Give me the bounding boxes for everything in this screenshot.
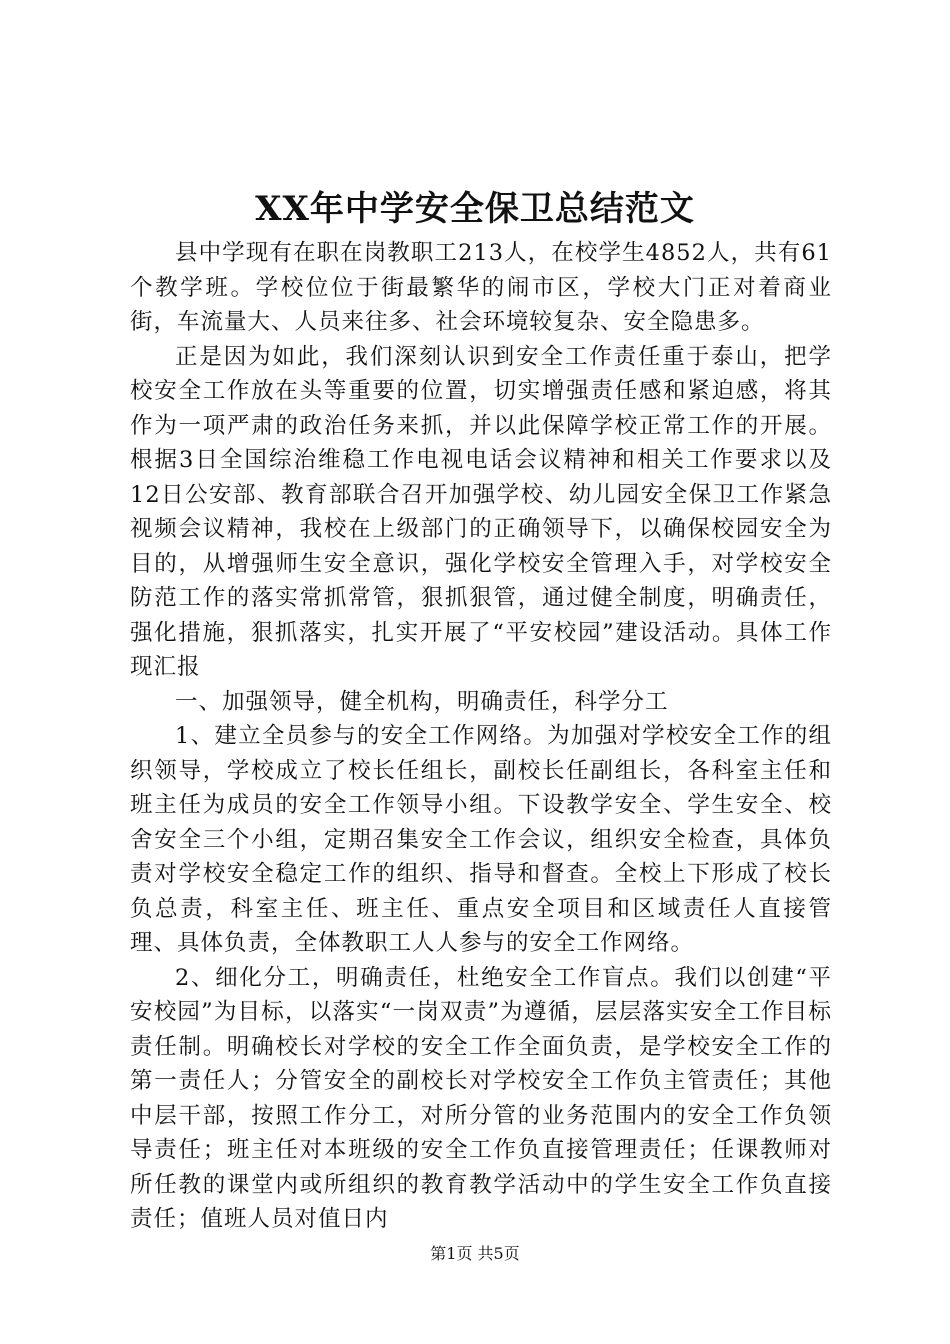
section-heading: 一、加强领导，健全机构，明确责任，科学分工 [175, 688, 669, 715]
paragraph: 正是因为如此，我们深刻认识到安全工作责任重于泰山，把学校安全工作放在头等重要的位置，切实增强责任感和紧迫感，将其作为一项严肃的政治任务来抓，并以此保障学校正常工作的开展。根据3日全国综治维稳工作电视电话会议精神和相关工作要求以及12日公安部、教育部联合召开加强学校、幼儿园安全保卫工作紧急视频会议精神，我校在上级部门的正确领导下，以确保校园安全为目的，从增强师生安全意识，强化学校安全管理入手，对学校安全防范工作的落实常抓常管，狠抓狠管，通过健全制度，明确责任，强化措施，狠抓落实，扎实开展了“平安校园”建设活动。具体工作现汇报 [130, 343, 832, 680]
paragraph: 2、细化分工，明确责任，杜绝安全工作盲点。我们以创建“平安校园”为目标，以落实“一岗双责”为遵循，层层落实安全工作目标责任制。明确校长对学校的安全工作全面负责，是学校安全工作的第一责任人；分管安全的副校长对学校安全工作负主管责任；其他中层干部，按照工作分工，对所分管的业务范围内的安全工作负领导责任；班主任对本班级的安全工作负直接管理责任；任课教师对所任教的课堂内或所组织的教育教学活动中的学生安全工作负直接责任；值班人员对值日内 [130, 964, 832, 1232]
document-title: XX年中学安全保卫总结范文 [255, 189, 695, 229]
paragraph: 县中学现有在职在岗教职工213人，在校学生4852人，共有61个教学班。学校位位于街最繁华的闹市区，学校大门正对着商业街，车流量大、人员来往多、社会环境较复杂、安全隐患多。 [130, 240, 832, 335]
document-body [130, 236, 832, 1237]
paragraph: 1、建立全员参与的安全工作网络。为加强对学校安全工作的组织领导，学校成立了校长任组长，副校长任副组长，各科室主任和班主任为成员的安全工作领导小组。下设教学安全、学生安全、校舍安全三个小组，定期召集安全工作会议，组织安全检查，具体负责对学校安全稳定工作的组织、指导和督查。全校上下形成了校长负总责，科室主任、班主任、重点安全项目和区域责任人直接管理、具体负责，全体教职工人人参与的安全工作网络。 [130, 723, 832, 956]
page-footer: 第1页 共5页 [430, 1244, 520, 1263]
